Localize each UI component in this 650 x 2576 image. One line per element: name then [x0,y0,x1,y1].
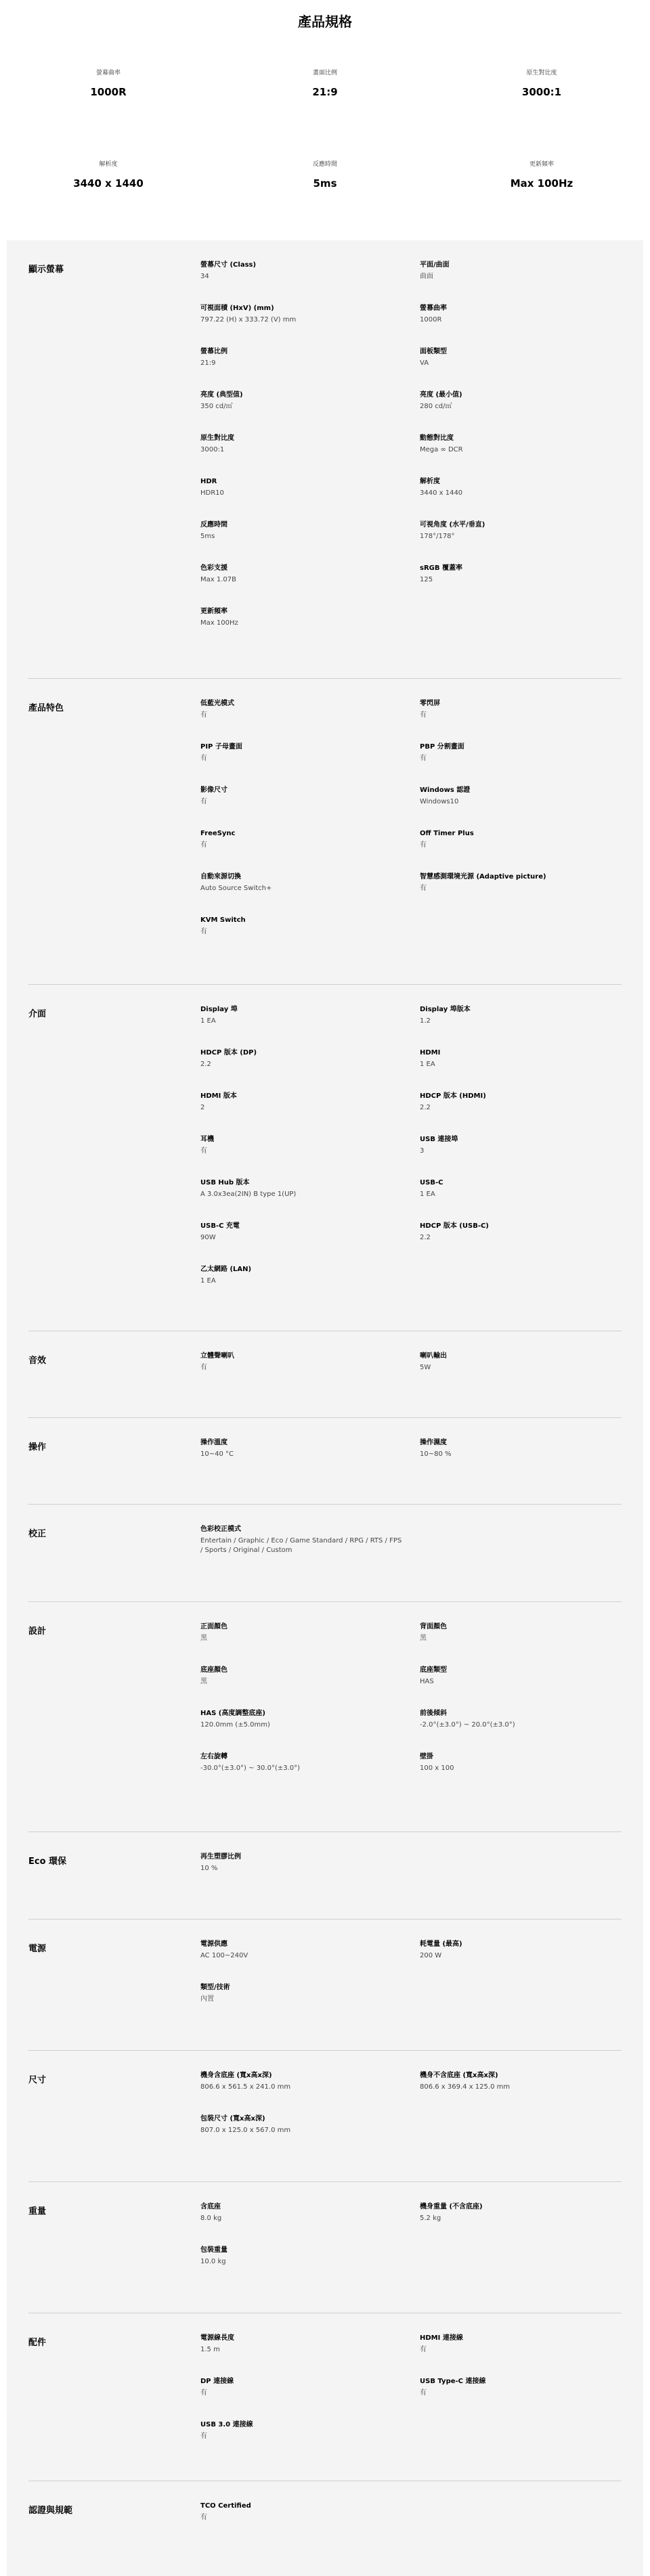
spec-label: FreeSync [200,830,236,837]
spec-value: 有 [200,2389,207,2397]
spec-value: 有 [420,885,427,892]
spec-section [28,1418,622,1505]
spec-item [420,1352,623,1373]
section-title: 介面 [28,1009,47,1019]
spec-label: HAS (高度調整底座) [200,1710,265,1717]
spec-label: 操作溫度 [200,1439,228,1446]
spec-item [200,2420,404,2441]
spec-item [420,347,623,368]
spec-value: A 3.0x3ea(2IN) B type 1(UP) [200,1191,297,1198]
spec-label: 耗電量 (最高) [420,1940,462,1948]
spec-value: 有 [200,755,207,762]
spec-item [200,872,404,893]
spec-value: 有 [200,798,207,805]
spec-item [420,261,623,282]
spec-item [200,520,404,541]
spec-label: HDMI 連接線 [420,2334,463,2342]
spec-value: 3440 x 1440 [420,489,463,497]
page-title: 產品規格 [298,14,352,30]
spec-value: 350 cd/㎡ [200,403,233,410]
spec-value: 90W [200,1234,216,1241]
spec-item [420,872,623,893]
section-title: 重量 [28,2206,47,2217]
spec-label: HDCP 版本 (USB-C) [420,1222,489,1230]
spec-item [420,742,623,763]
highlight-label: 螢幕曲率 [95,70,121,76]
spec-item [200,2377,404,2398]
section-title: 配件 [28,2338,47,2348]
spec-label: sRGB 覆蓋率 [420,564,462,572]
spec-item [420,2377,623,2398]
spec-label: 螢幕比例 [200,348,228,355]
spec-section [28,1505,622,1602]
spec-item [420,1438,623,1459]
spec-value: 1 EA [200,1017,216,1025]
highlight-label: 解析度 [99,161,118,168]
spec-item [200,261,404,282]
highlight-label: 畫面比例 [312,70,337,76]
spec-label: 解析度 [420,478,440,485]
spec-value: 有 [200,841,207,849]
highlight-item [433,68,650,159]
spec-value: 806.6 x 561.5 x 241.0 mm [200,2083,291,2091]
section-title: 校正 [28,1529,47,1539]
spec-item [200,1852,404,1873]
section-title: 尺寸 [28,2075,47,2085]
spec-table [7,240,643,2576]
spec-value: 1000R [420,316,442,324]
spec-label: 可視角度 (水平/垂直) [420,521,485,529]
spec-section [28,1919,622,2051]
highlight-value: 3000:1 [521,86,562,98]
spec-value: 有 [420,2389,427,2397]
spec-value: 120.0mm (±5.0mm) [200,1721,270,1729]
highlight-value: 3440 x 1440 [73,177,144,190]
section-title: 認證與規範 [28,2506,73,2516]
spec-item [420,1666,623,1687]
spec-label: KVM Switch [200,916,246,924]
spec-value: 10~40 °C [200,1450,234,1458]
highlight-label: 更新頻率 [529,161,554,168]
spec-label: 正面顏色 [200,1623,228,1630]
spec-value: 2.2 [200,1061,211,1068]
spec-section [28,1331,622,1418]
spec-label: USB-C [420,1179,443,1186]
spec-label: 低藍光模式 [200,700,234,707]
spec-label: PIP 子母畫面 [200,743,242,751]
spec-value: 1 EA [200,1277,216,1285]
spec-label: HDCP 版本 (HDMI) [420,1092,486,1100]
spec-value: Windows10 [420,798,459,805]
highlight-label: 反應時間 [312,161,337,168]
spec-item [200,2246,404,2267]
spec-label: HDR [200,478,217,485]
spec-item [200,916,404,937]
spec-label: 亮度 (典型值) [200,391,243,399]
spec-label: DP 連接線 [200,2378,234,2385]
spec-label: 色彩支援 [200,564,228,572]
spec-label: 亮度 (最小值) [420,391,462,399]
spec-item [420,2334,623,2355]
spec-value: 10~80 % [420,1450,452,1458]
highlight-item [433,159,650,246]
spec-item [200,1983,404,2004]
spec-value: 178°/178° [420,533,455,540]
spec-label: 更新頻率 [200,608,228,615]
spec-label: 機身含底座 (寬x高x深) [200,2072,272,2079]
spec-item [200,742,404,763]
highlight-item [0,68,217,159]
spec-label: 螢幕曲率 [420,305,447,312]
spec-label: 平面/曲面 [420,261,450,269]
spec-item [420,2071,623,2092]
spec-label: USB-C 充電 [200,1222,240,1230]
spec-label: Windows 認證 [420,786,471,794]
spec-value: HAS [420,1678,434,1685]
highlight-item [217,159,433,246]
spec-label: 前後傾斜 [420,1710,447,1717]
spec-item [420,1048,623,1069]
spec-section [28,2182,622,2313]
spec-label: 壁掛 [420,1753,433,1760]
spec-value: 有 [200,2514,207,2521]
spec-item [200,1622,404,1643]
spec-value: 有 [420,755,427,762]
spec-label: USB 連接埠 [420,1136,458,1143]
spec-label: 背面顏色 [420,1623,447,1630]
spec-item [200,829,404,850]
spec-value: 21:9 [200,359,216,367]
spec-value: 1.5 m [200,2346,220,2353]
spec-item [420,434,623,455]
spec-item [200,1048,404,1069]
spec-item [420,304,623,325]
spec-value: 5ms [200,533,215,540]
spec-label: 機身不含底座 (寬x高x深) [420,2072,498,2079]
spec-label: 螢幕尺寸 (Class) [200,261,257,269]
section-title: 顯示螢幕 [28,265,64,275]
spec-section [28,2313,622,2481]
spec-value: 有 [200,928,207,935]
spec-label: 底座顏色 [200,1666,228,1674]
spec-value: 有 [420,711,427,719]
spec-item [200,2071,404,2092]
spec-section [28,2051,622,2182]
spec-value: 100 x 100 [420,1764,454,1772]
spec-item [200,1222,404,1243]
spec-label: 影像尺寸 [200,786,228,794]
spec-value: 2 [200,1104,205,1111]
spec-item [420,1092,623,1113]
spec-section [28,240,622,679]
spec-value: Entertain / Graphic / Eco / Game Standard / RPG / RTS / FPS / Sports / Original / Custom [200,1537,402,1554]
spec-section [28,2481,622,2569]
spec-label: USB 3.0 連接線 [200,2421,253,2428]
spec-value: 有 [200,1147,207,1155]
spec-label: 原生對比度 [200,435,234,442]
spec-label: 動態對比度 [420,435,454,442]
spec-label: 乙太網路 (LAN) [200,1266,252,1273]
spec-item [200,607,404,628]
highlight-value: 5ms [313,177,337,190]
spec-value: 5W [420,1364,431,1371]
spec-value: 806.6 x 369.4 x 125.0 mm [420,2083,511,2091]
spec-label: 機身重量 (不含底座) [420,2203,483,2211]
spec-item [420,391,623,412]
spec-item [200,1438,404,1459]
spec-label: 左右旋轉 [200,1753,228,1760]
spec-item [420,2202,623,2223]
spec-label: 類型/技術 [200,1984,230,1991]
spec-label: 耳機 [200,1136,214,1143]
spec-value: -2.0°(±3.0°) ~ 20.0°(±3.0°) [420,1721,515,1729]
section-title: Eco 環保 [28,1857,67,1867]
spec-value: AC 100~240V [200,1952,248,1959]
spec-label: USB Hub 版本 [200,1179,250,1186]
highlight-value: Max 100Hz [510,177,573,190]
spec-value: 2.2 [420,1104,431,1111]
spec-value: -30.0°(±3.0°) ~ 30.0°(±3.0°) [200,1764,301,1772]
spec-item [200,1135,404,1156]
spec-item [200,1092,404,1113]
spec-value: 1 EA [420,1191,435,1198]
spec-item [200,1525,404,1555]
spec-value: 有 [200,1364,207,1371]
spec-value: 內置 [200,1995,214,2003]
section-title: 設計 [28,1626,47,1637]
spec-value: 34 [200,273,209,280]
spec-item [420,786,623,807]
spec-value: 有 [200,2433,207,2440]
spec-value: 5.2 kg [420,2215,441,2222]
spec-label: PBP 分割畫面 [420,743,464,751]
spec-value: HDR10 [200,489,224,497]
spec-value: 280 cd/㎡ [420,403,452,410]
spec-item [420,1752,623,1773]
spec-label: USB Type-C 連接線 [420,2378,486,2385]
highlight-item [0,159,217,246]
spec-item [420,520,623,541]
spec-label: 底座類型 [420,1666,447,1674]
spec-item [420,477,623,498]
section-title: 產品特色 [28,703,64,713]
spec-label: 反應時間 [200,521,228,529]
spec-value: 黑 [200,1635,207,1642]
spec-value: VA [420,359,429,367]
spec-value: Auto Source Switch+ [200,885,272,892]
spec-value: Max 1.07B [200,576,236,583]
spec-value: 807.0 x 125.0 x 567.0 mm [200,2127,291,2134]
spec-value: 8.0 kg [200,2215,222,2222]
spec-item [200,1709,404,1730]
highlight-value: 21:9 [312,86,338,98]
spec-item [420,1940,623,1961]
highlight-value: 1000R [90,86,127,98]
spec-label: 含底座 [200,2203,221,2211]
spec-item [200,477,404,498]
spec-item [420,1178,623,1199]
spec-item [200,699,404,720]
spec-label: 電源線長度 [200,2334,234,2342]
spec-label: HDMI 版本 [200,1092,237,1100]
spec-item [200,1940,404,1961]
spec-value: Mega ∞ DCR [420,446,463,453]
spec-item [420,1222,623,1243]
spec-item [200,1752,404,1773]
spec-item [200,786,404,807]
spec-label: 電源供應 [200,1940,228,1948]
spec-item [200,1265,404,1286]
spec-value: 10.0 kg [200,2258,226,2265]
spec-label: Display 埠 [200,1006,238,1013]
spec-item [200,2202,404,2223]
spec-item [200,2114,404,2135]
spec-value: 1 EA [420,1061,435,1068]
spec-item [200,391,404,412]
spec-item [200,304,404,325]
spec-item [420,1622,623,1643]
spec-label: 包裝尺寸 (寬x高x深) [200,2115,265,2123]
spec-item [200,1666,404,1687]
spec-value: 有 [420,841,427,849]
spec-section [28,1832,622,1919]
highlight-item [217,68,433,159]
spec-item [200,434,404,455]
spec-label: Display 埠版本 [420,1006,471,1013]
spec-item [200,2334,404,2355]
spec-value: 曲面 [420,273,433,280]
spec-value: Max 100Hz [200,619,238,627]
spec-item [200,1005,404,1026]
section-title: 電源 [28,1944,47,1954]
spec-value: 125 [420,576,433,583]
spec-item [200,1178,404,1199]
spec-item [420,699,623,720]
section-title: 音效 [28,1356,47,1366]
spec-label: Off Timer Plus [420,830,474,837]
spec-item [200,1352,404,1373]
spec-value: 1.2 [420,1017,431,1025]
spec-value: 10 % [200,1865,218,1872]
spec-value: 200 W [420,1952,442,1959]
spec-section [28,679,622,985]
spec-label: HDCP 版本 (DP) [200,1049,257,1057]
spec-label: 喇叭輸出 [420,1352,447,1360]
spec-item [200,2502,404,2523]
spec-label: 立體聲喇叭 [200,1352,234,1360]
spec-label: 包裝重量 [200,2246,228,2254]
spec-item [200,347,404,368]
spec-item [420,829,623,850]
spec-label: TCO Certified [200,2502,251,2510]
spec-label: 自動來源切換 [200,873,241,881]
spec-value: 黑 [200,1678,207,1685]
spec-section [28,1602,622,1832]
spec-label: 操作濕度 [420,1439,447,1446]
spec-value: 有 [420,2346,427,2353]
spec-value: 3 [420,1147,425,1155]
spec-item [420,1005,623,1026]
spec-label: 面板類型 [420,348,447,355]
spec-item [420,1709,623,1730]
spec-label: HDMI [420,1049,441,1057]
spec-label: 色彩校正模式 [200,1526,241,1533]
spec-item [420,564,623,585]
spec-label: 可視面積 (HxV) (mm) [200,305,274,312]
spec-section [28,985,622,1331]
spec-item [200,564,404,585]
spec-item [420,1135,623,1156]
spec-label: 再生塑膠比例 [200,1853,241,1861]
spec-highlights [0,41,650,264]
spec-label: 零閃屏 [420,700,440,707]
spec-value: 3000:1 [200,446,225,453]
spec-value: 黑 [420,1635,427,1642]
spec-value: 797.22 (H) x 333.72 (V) mm [200,316,297,324]
spec-value: 有 [200,711,207,719]
highlight-label: 原生對比度 [526,70,557,76]
section-title: 操作 [28,1442,47,1452]
spec-value: 2.2 [420,1234,431,1241]
spec-label: 智慧感測環境光源 (Adaptive picture) [420,873,546,881]
